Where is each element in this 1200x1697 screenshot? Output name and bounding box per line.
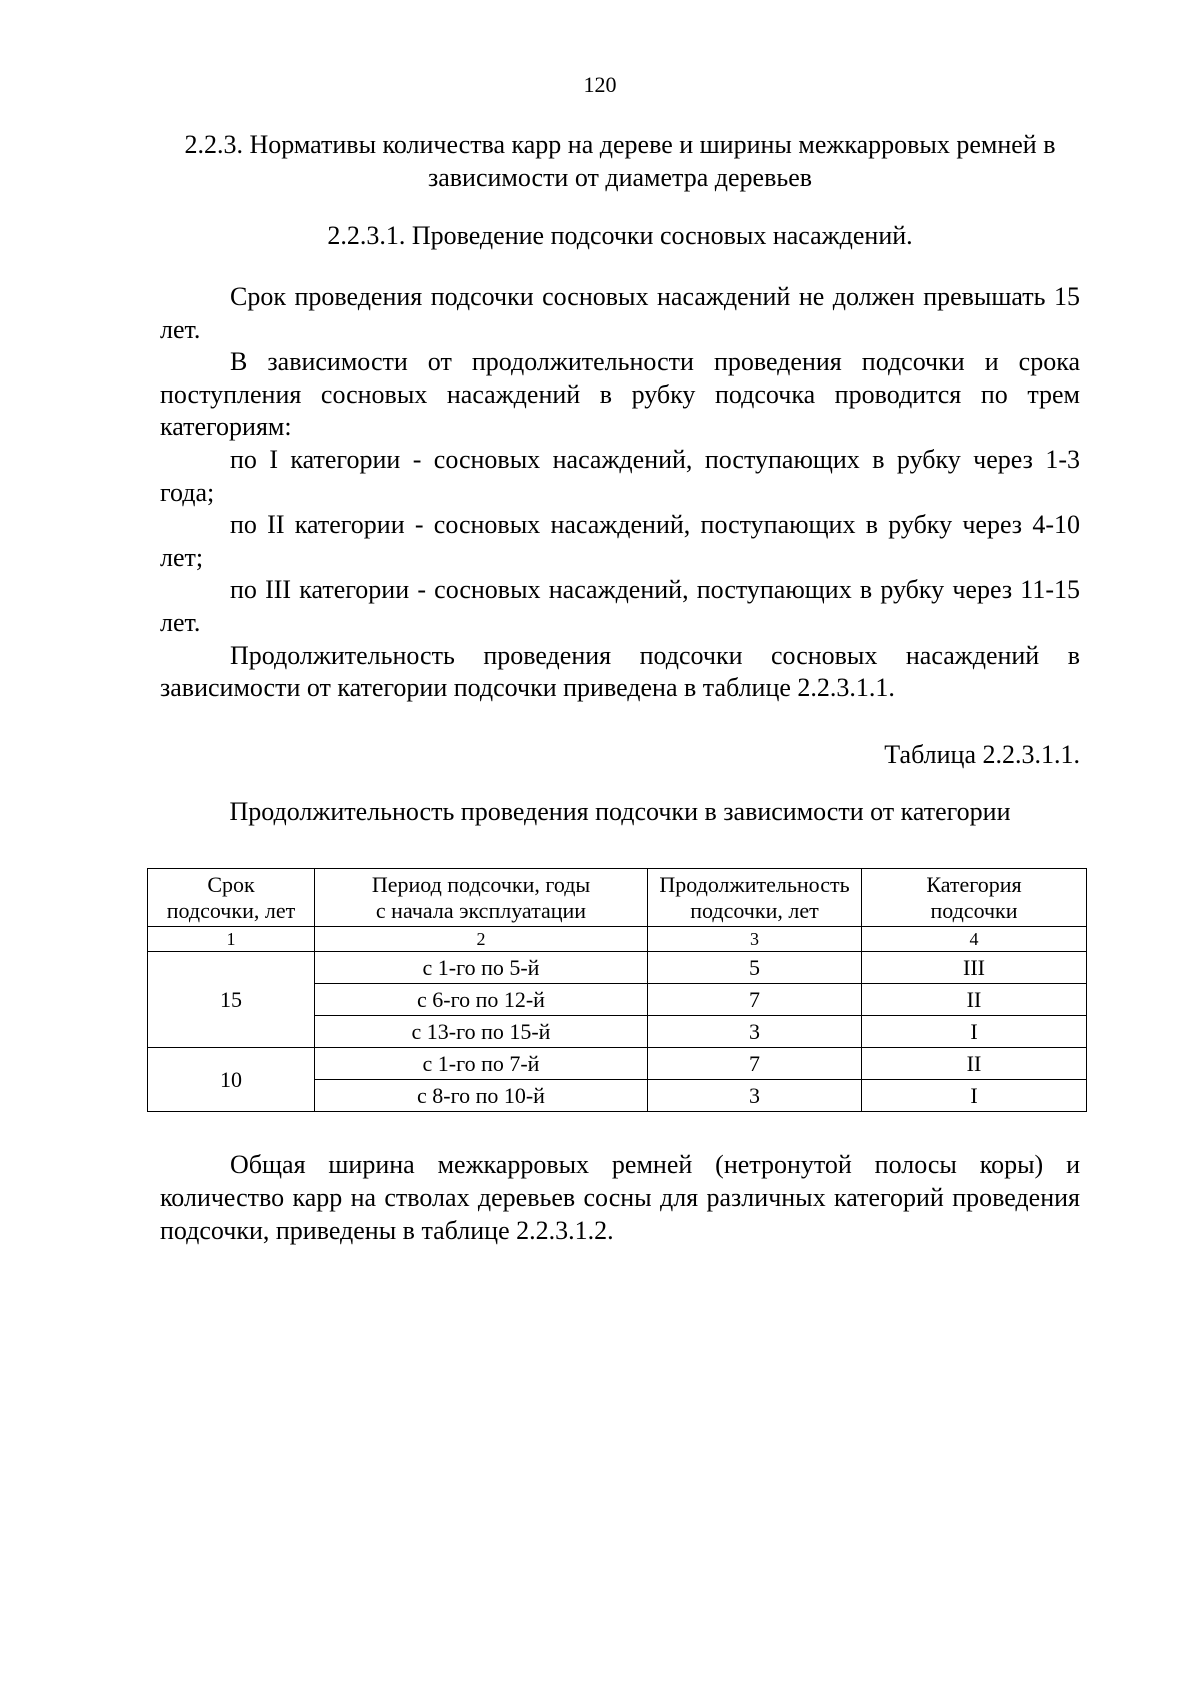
duration-cell: 7: [648, 984, 862, 1016]
header-category: Категория подсочки: [862, 869, 1087, 927]
duration-cell: 3: [648, 1080, 862, 1112]
table-row: [148, 952, 1087, 984]
body-text: [160, 281, 1080, 705]
table-number: Таблица 2.2.3.1.1.: [884, 740, 1080, 769]
header-period: Период подсочки, годы с начала эксплуатации: [315, 869, 648, 927]
column-number: 1: [148, 927, 315, 952]
period-cell: с 1-го по 5-й: [315, 952, 648, 984]
paragraph: Срок проведения подсочки сосновых насаждений не должен превышать 15 лет.: [160, 282, 1080, 344]
duration-cell: 5: [648, 952, 862, 984]
header-term: Срок подсочки, лет: [148, 869, 315, 927]
table-caption: Продолжительность проведения подсочки в зависимости от категории: [229, 797, 1011, 826]
category-cell: II: [862, 1048, 1087, 1080]
header-duration: Продолжительность подсочки, лет: [648, 869, 862, 927]
page-number: 120: [583, 72, 617, 97]
column-number-row: [148, 927, 1087, 952]
paragraph: Общая ширина межкарровых ремней (нетронутой полосы коры) и количество карр на стволах деревьев сосны для различных категорий проведения подсочки, приведены в таблице 2.2.3.1.2.: [160, 1150, 1080, 1245]
category-cell: III: [862, 952, 1087, 984]
duration-table: [147, 868, 1087, 1112]
period-cell: с 1-го по 7-й: [315, 1048, 648, 1080]
period-cell: с 13-го по 15-й: [315, 1016, 648, 1048]
paragraph: по I категории - сосновых насаждений, поступающих в рубку через 1-3 года;: [160, 444, 1080, 507]
period-cell: с 8-го по 10-й: [315, 1080, 648, 1112]
column-number: 3: [648, 927, 862, 952]
table-header-row: [148, 869, 1087, 927]
category-cell: I: [862, 1080, 1087, 1112]
column-number: 4: [862, 927, 1087, 952]
term-cell: 10: [148, 1048, 315, 1112]
table-row: [148, 1048, 1087, 1080]
closing-text: [160, 1148, 1080, 1247]
category-cell: I: [862, 1016, 1087, 1048]
category-cell: II: [862, 984, 1087, 1016]
term-cell: 15: [148, 952, 315, 1048]
paragraph: по III категории - сосновых насаждений, поступающих в рубку через 11-15 лет.: [160, 575, 1080, 637]
paragraph: В зависимости от продолжительности проведения подсочки и срока поступления сосновых насаждений в рубку подсочка проводится по трем категориям:: [160, 347, 1080, 442]
column-number: 2: [315, 927, 648, 952]
section-heading: 2.2.3. Нормативы количества карр на дереве и ширины межкарровых ремней в зависимости от диаметра деревьев: [184, 130, 1056, 192]
paragraph: по II категории - сосновых насаждений, поступающих в рубку через 4-10 лет;: [160, 510, 1080, 572]
subsection-heading: 2.2.3.1. Проведение подсочки сосновых насаждений.: [327, 221, 913, 250]
duration-cell: 3: [648, 1016, 862, 1048]
duration-cell: 7: [648, 1048, 862, 1080]
period-cell: с 6-го по 12-й: [315, 984, 648, 1016]
paragraph: Продолжительность проведения подсочки сосновых насаждений в зависимости от категории подсочки приведена в таблице 2.2.3.1.1.: [160, 640, 1080, 703]
